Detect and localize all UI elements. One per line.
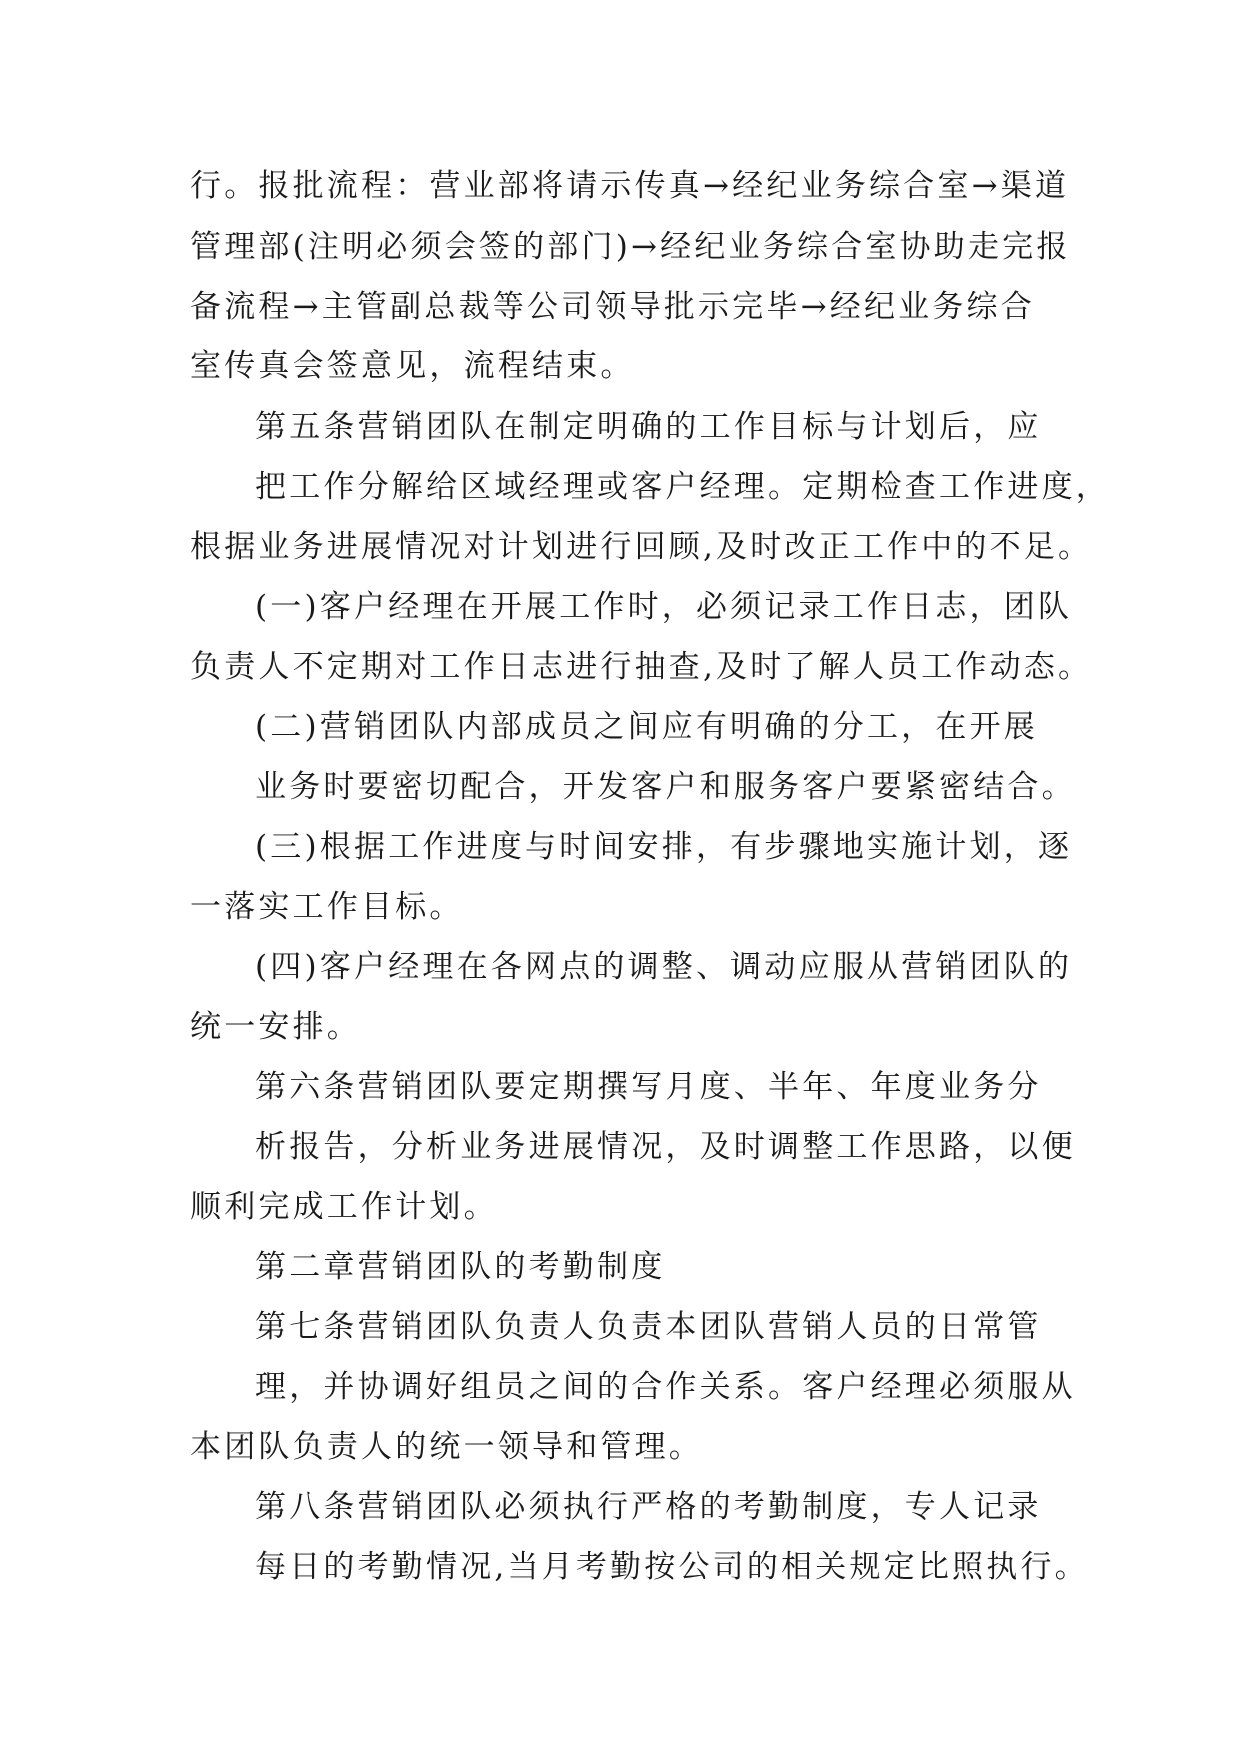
text-line: 每日的考勤情况,当月考勤按公司的相关规定比照执行。 (255, 1549, 1089, 1585)
text-line: 统一安排。 (190, 1009, 361, 1045)
text-line: 析报告，分析业务进展情况，及时调整工作思路，以便 (255, 1129, 1076, 1165)
text-line: 根据业务进展情况对计划进行回顾,及时改正工作中的不足。 (190, 529, 1093, 565)
article-heading: 第五条营销团队在制定明确的工作目标与计划后，应 (255, 409, 1042, 445)
text-line: 本团队负责人的统一领导和管理。 (190, 1429, 703, 1465)
text-line: 负责人不定期对工作日志进行抽查,及时了解人员工作动态。 (190, 649, 1093, 685)
article-heading: 第六条营销团队要定期撰写月度、半年、年度业务分 (255, 1069, 1042, 1105)
text-line: 管理部(注明必须会签的部门)→经纪业务综合室协助走完报 (190, 229, 1071, 265)
text-line: 把工作分解给区域经理或客户经理。定期检查工作进度， (255, 469, 1110, 505)
text-line: 备流程→主管副总裁等公司领导批示完毕→经纪业务综合 (190, 289, 1035, 325)
list-item-line: (一)客户经理在开展工作时，必须记录工作日志，团队 (255, 589, 1073, 625)
list-item-line: (四)客户经理在各网点的调整、调动应服从营销团队的 (255, 949, 1073, 985)
article-heading: 第八条营销团队必须执行严格的考勤制度，专人记录 (255, 1489, 1042, 1525)
text-line: 行。报批流程：营业部将请示传真→经纪业务综合室→渠道 (190, 168, 1070, 204)
text-line: 理，并协调好组员之间的合作关系。客户经理必须服从 (255, 1369, 1076, 1405)
list-item-line: (二)营销团队内部成员之间应有明确的分工，在开展 (255, 709, 1038, 745)
text-line: 一落实工作目标。 (190, 889, 464, 925)
article-heading: 第七条营销团队负责人负责本团队营销人员的日常管 (255, 1309, 1042, 1345)
text-line: 业务时要密切配合，开发客户和服务客户要紧密结合。 (255, 769, 1076, 805)
list-item-line: (三)根据工作进度与时间安排，有步骤地实施计划，逐 (255, 829, 1073, 865)
text-line: 室传真会签意见，流程结束。 (190, 348, 635, 384)
chapter-heading: 第二章营销团队的考勤制度 (255, 1249, 666, 1285)
text-line: 顺利完成工作计划。 (190, 1189, 498, 1225)
